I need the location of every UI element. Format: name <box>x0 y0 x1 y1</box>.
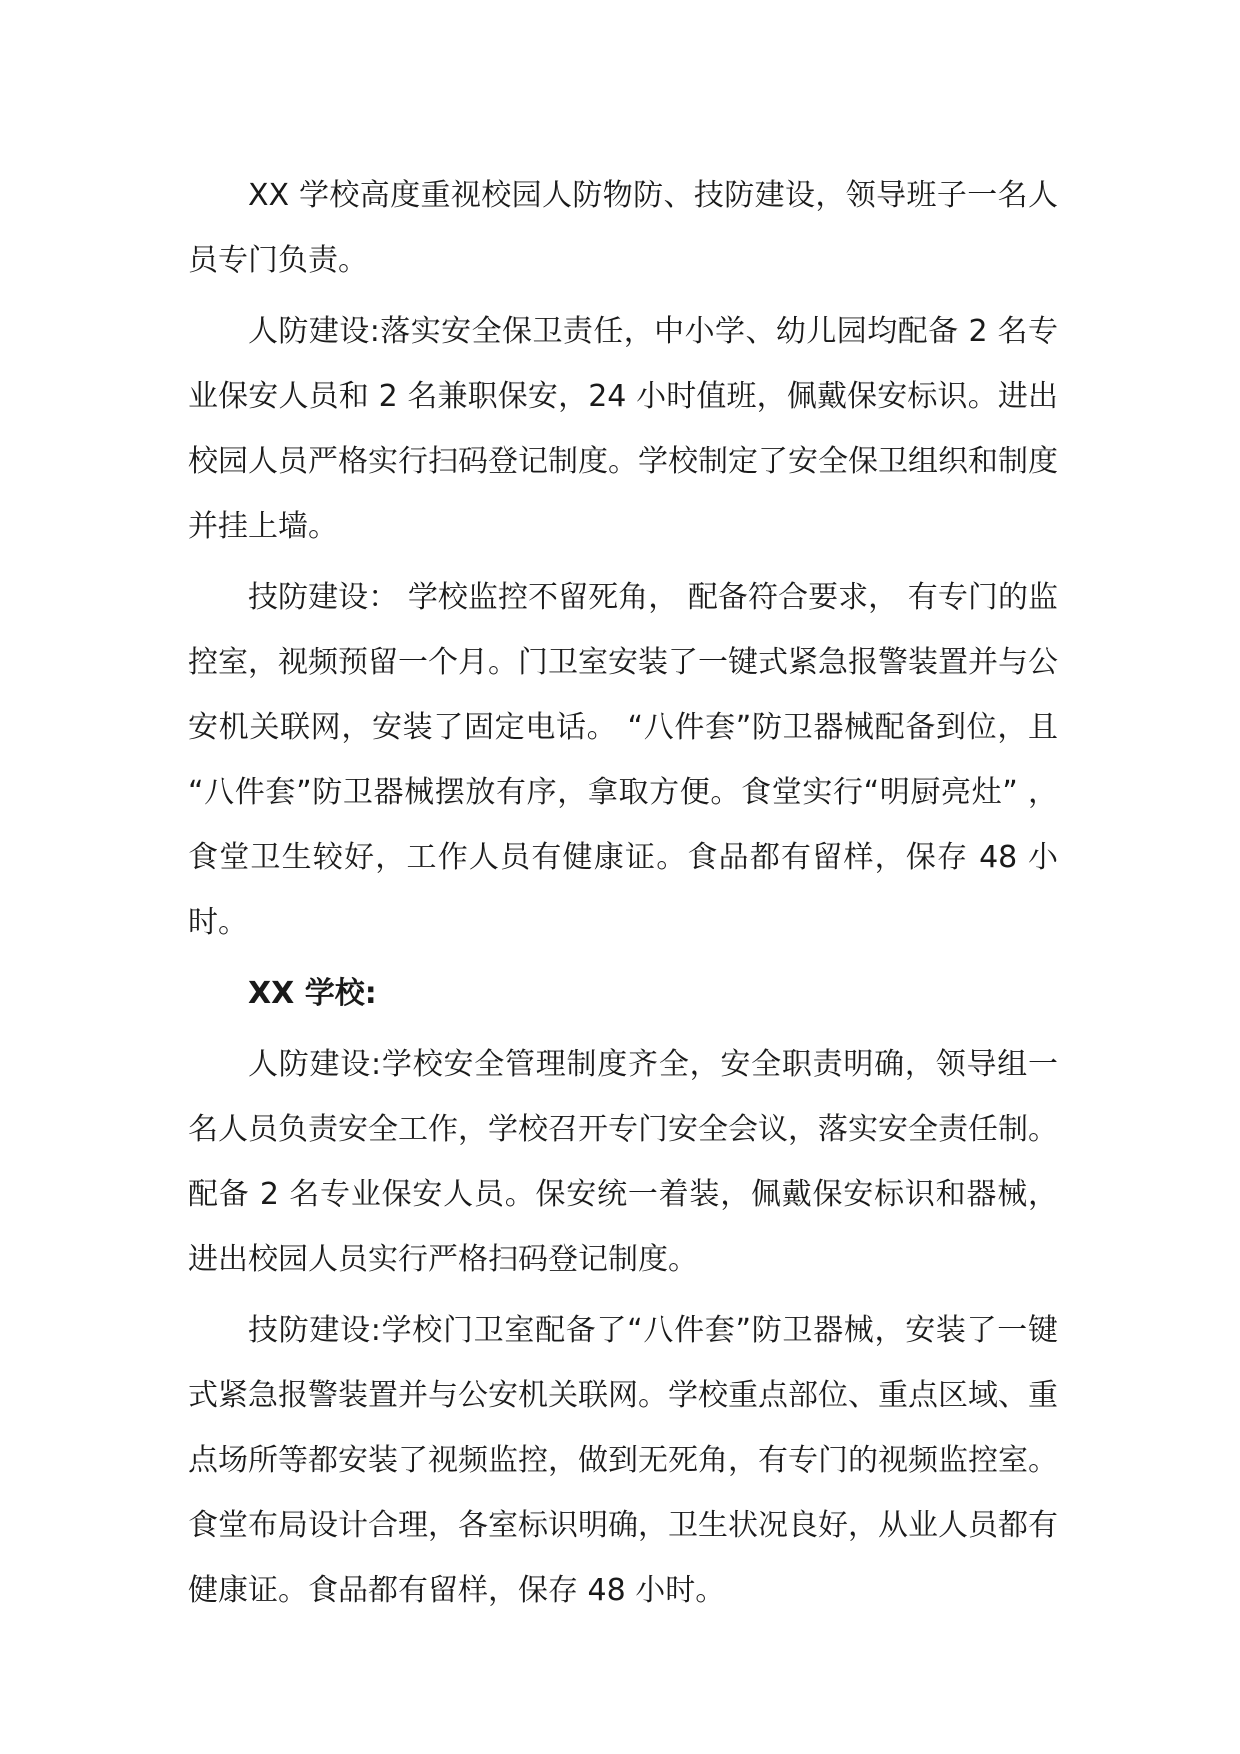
section-heading: XX 学校: <box>248 976 377 1011</box>
paragraph-personnel-defense: 人防建设:落实安全保卫责任，中小学、幼儿园均配备 2 名专业保安人员和 2 名兼职保安，24 小时值班，佩戴保安标识。进出校园人员严格实行扫码登记制度。学校制定了安全保卫组织和制度并挂上墙。 <box>188 314 1058 544</box>
paragraph-section-technical-defense: 技防建设:学校门卫室配备了“八件套”防卫器械，安装了一键式紧急报警装置并与公安机关联网。学校重点部位、重点区域、重点场所等都安装了视频监控，做到无死角，有专门的视频监控室。食堂布局设计合理，各室标识明确，卫生状况良好，从业人员都有健康证。食品都有留样，保存 48 小时。 <box>188 1313 1058 1608</box>
paragraph-technical-defense: 技防建设： 学校监控不留死角， 配备符合要求， 有专门的监控室，视频预留一个月。门卫室安装了一键式紧急报警装置并与公安机关联网，安装了固定电话。 “八件套”防卫器械配备到位，且 “八件套”防卫器械摆放有序，拿取方便。食堂实行“明厨亮灶” ，食堂卫生较好，工作人员有健康证。食品都有留样，保存 48 小时。 <box>188 580 1058 940</box>
paragraph-intro: XX 学校高度重视校园人防物防、技防建设，领导班子一名人员专门负责。 <box>188 178 1058 278</box>
paragraph-section-personnel-defense: 人防建设:学校安全管理制度齐全，安全职责明确，领导组一名人员负责安全工作，学校召开专门安全会议，落实安全责任制。配备 2 名专业保安人员。保安统一着装，佩戴保安标识和器械，进出校园人员实行严格扫码登记制度。 <box>188 1047 1058 1277</box>
document-page <box>188 163 1058 1623</box>
